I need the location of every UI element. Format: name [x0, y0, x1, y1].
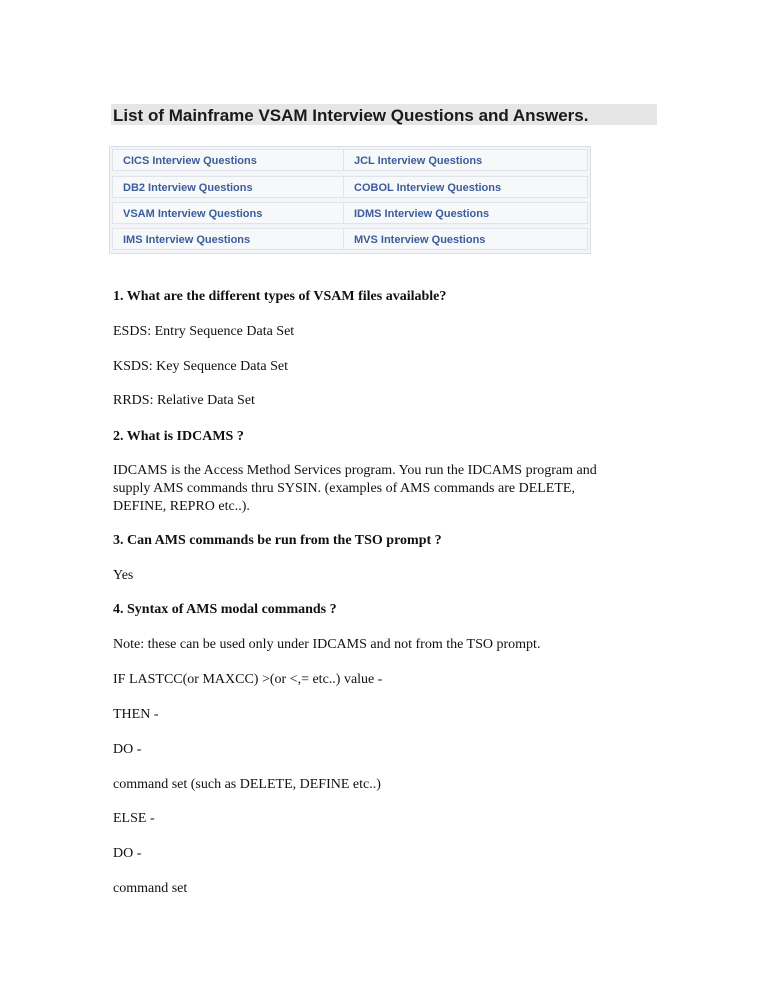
link-db2[interactable]: DB2 Interview Questions: [112, 176, 347, 198]
code-line: THEN -: [113, 707, 159, 722]
question-4: 4. Syntax of AMS modal commands ?: [113, 602, 337, 617]
code-line: command set: [113, 881, 188, 896]
link-row: [110, 147, 590, 173]
answer-line: ESDS: Entry Sequence Data Set: [113, 324, 295, 339]
link-cics[interactable]: CICS Interview Questions: [112, 149, 347, 171]
answer-line: DEFINE, REPRO etc..).: [113, 499, 250, 514]
answer-line: RRDS: Relative Data Set: [113, 393, 255, 408]
link-vsam[interactable]: VSAM Interview Questions: [112, 202, 347, 224]
answer-line: IDCAMS is the Access Method Services program. You run the IDCAMS program and: [113, 463, 597, 478]
question-1: 1. What are the different types of VSAM files available?: [113, 289, 447, 304]
question-3: 3. Can AMS commands be run from the TSO prompt ?: [113, 533, 442, 548]
link-mvs[interactable]: MVS Interview Questions: [343, 228, 588, 250]
answer-line: KSDS: Key Sequence Data Set: [113, 359, 288, 374]
code-line: ELSE -: [113, 811, 155, 826]
link-cobol[interactable]: COBOL Interview Questions: [343, 176, 588, 198]
code-line: DO -: [113, 742, 142, 757]
answer-line: supply AMS commands thru SYSIN. (examples of AMS commands are DELETE,: [113, 481, 575, 496]
link-row: [110, 226, 590, 252]
code-line: IF LASTCC(or MAXCC) >(or <,= etc..) value -: [113, 672, 383, 687]
link-ims[interactable]: IMS Interview Questions: [112, 228, 347, 250]
link-idms[interactable]: IDMS Interview Questions: [343, 202, 588, 224]
code-line: DO -: [113, 846, 142, 861]
link-jcl[interactable]: JCL Interview Questions: [343, 149, 588, 171]
page-title: List of Mainframe VSAM Interview Questions and Answers.: [113, 106, 589, 125]
code-line: command set (such as DELETE, DEFINE etc..): [113, 777, 381, 792]
answer-line: Yes: [113, 568, 134, 583]
interview-links-table: [109, 146, 591, 254]
answer-line: Note: these can be used only under IDCAMS and not from the TSO prompt.: [113, 637, 541, 652]
question-2: 2. What is IDCAMS ?: [113, 429, 244, 444]
link-row: [110, 174, 590, 200]
link-row: [110, 200, 590, 226]
